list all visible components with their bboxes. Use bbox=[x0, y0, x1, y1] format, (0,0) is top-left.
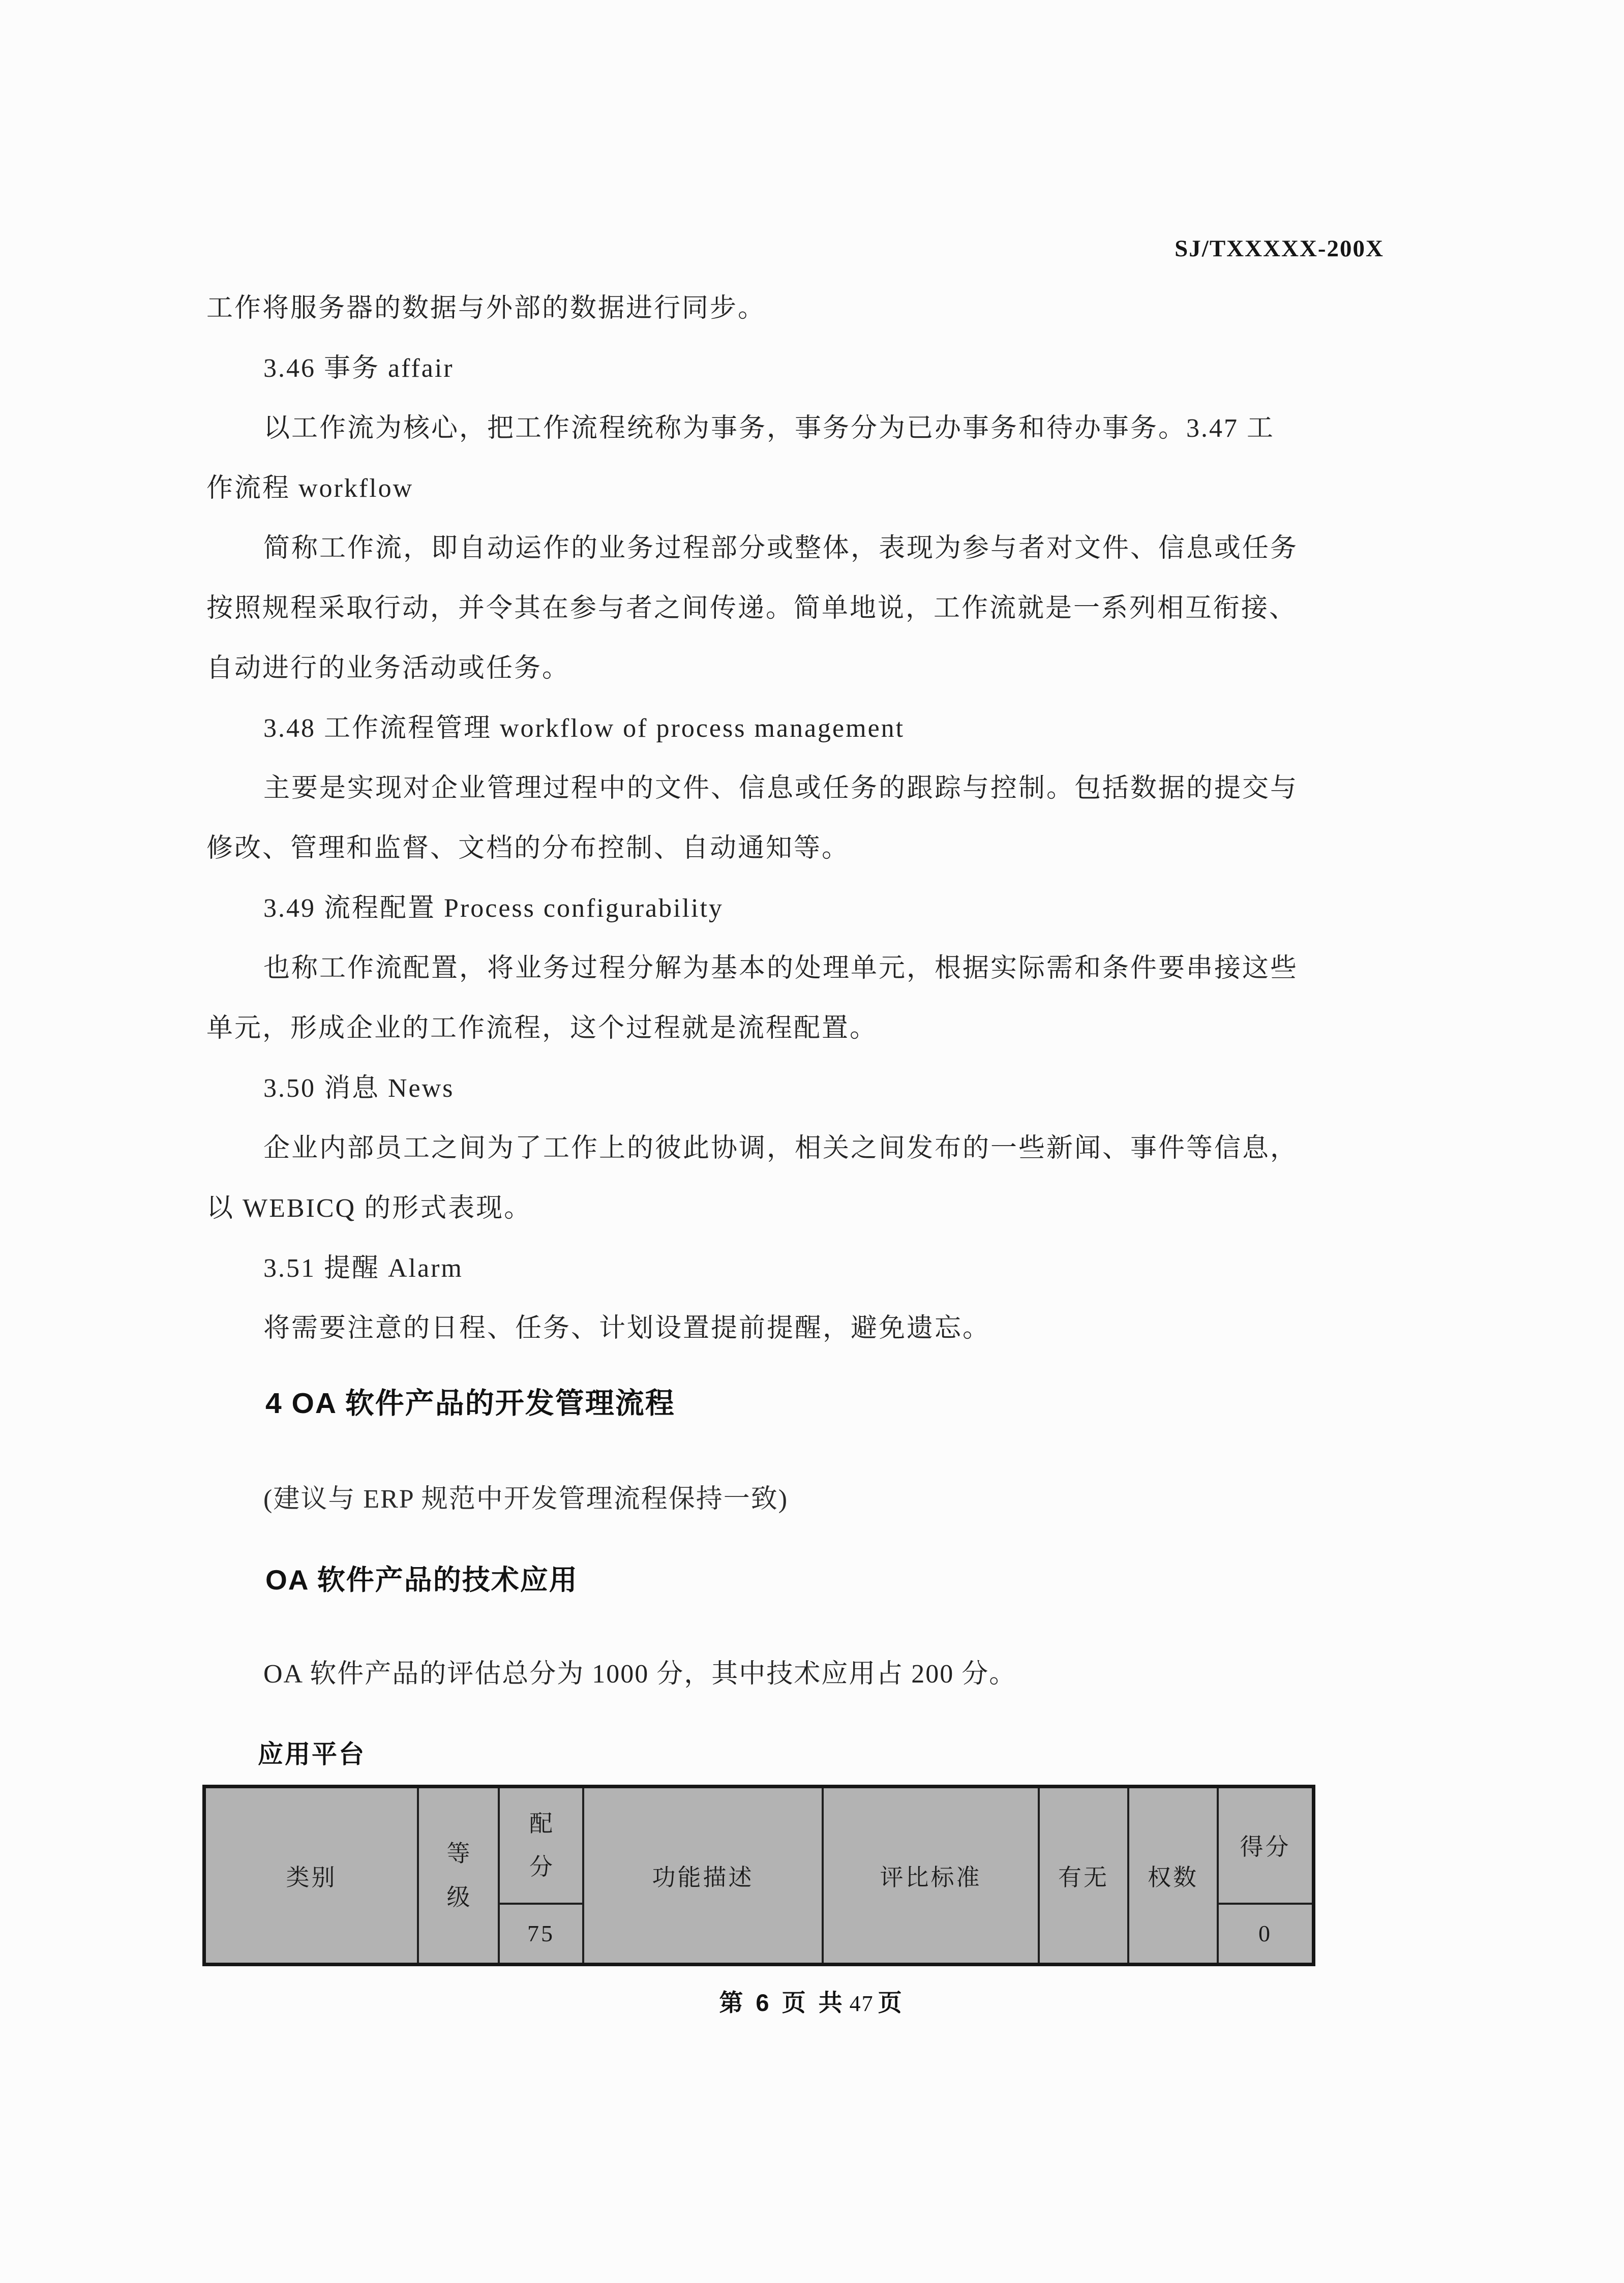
col-presence: 有无 bbox=[1039, 1787, 1128, 1965]
col-criteria: 评比标准 bbox=[823, 1787, 1039, 1965]
col-level-label: 等级 bbox=[446, 1841, 470, 1910]
body-line: 也称工作流配置，将业务过程分解为基本的处理单元，根据实际需和条件要串接这些 bbox=[263, 954, 1299, 983]
body-line: 主要是实现对企业管理过程中的文件、信息或任务的跟踪与控制。包括数据的提交与 bbox=[263, 774, 1299, 803]
col-category: 类别 bbox=[204, 1787, 418, 1965]
body-line: 3.46 事务 affair bbox=[263, 354, 454, 383]
body-line: 自动进行的业务活动或任务。 bbox=[206, 654, 570, 683]
body-line: 作流程 workflow bbox=[206, 474, 414, 503]
body-line: 以 WEBICQ 的形式表现。 bbox=[206, 1194, 532, 1223]
doc-number: SJ/TXXXXX-200X bbox=[1175, 235, 1384, 262]
table-header-row bbox=[204, 1787, 1314, 1904]
body-line: 3.48 工作流程管理 workflow of process management bbox=[263, 714, 905, 743]
score-table bbox=[202, 1785, 1315, 1966]
allocation-value-cell: 75 bbox=[499, 1904, 583, 1965]
body-line: 3.49 流程配置 Process configurability bbox=[263, 894, 724, 923]
body-line: 修改、管理和监督、文档的分布控制、自动通知等。 bbox=[206, 834, 850, 863]
body-line: 以工作流为核心，把工作流程统称为事务，事务分为已办事务和待办事务。3.47 工 bbox=[263, 414, 1275, 443]
footer-page-label: 第 6 页 共 bbox=[719, 1989, 846, 2016]
body-line: 3.51 提醒 Alarm bbox=[263, 1254, 463, 1283]
page-footer bbox=[0, 1984, 1624, 2018]
col-level bbox=[418, 1787, 499, 1965]
evaluation-total-line: OA 软件产品的评估总分为 1000 分，其中技术应用占 200 分。 bbox=[263, 1660, 1017, 1689]
col-allocation bbox=[499, 1787, 583, 1904]
col-weight: 权数 bbox=[1128, 1787, 1218, 1965]
document-content bbox=[206, 279, 1394, 1966]
col-score: 得分 bbox=[1218, 1787, 1314, 1904]
section-heading-application-platform: 应用平台 bbox=[258, 1740, 366, 1768]
footer-total-pages: 47 bbox=[849, 1991, 874, 2016]
body-line: 单元，形成企业的工作流程，这个过程就是流程配置。 bbox=[206, 1014, 878, 1043]
footer-unit: 页 bbox=[878, 1989, 905, 2016]
section-heading-tech-application: OA 软件产品的技术应用 bbox=[265, 1564, 578, 1596]
body-line: 按照规程采取行动，并令其在参与者之间传递。简单地说，工作流就是一系列相互衔接、 bbox=[206, 594, 1298, 623]
section-heading-dev-process: 4 OA 软件产品的开发管理流程 bbox=[265, 1387, 675, 1420]
body-line: 简称工作流，即自动运作的业务过程部分或整体，表现为参与者对文件、信息或任务 bbox=[263, 534, 1299, 563]
erp-note-line: (建议与 ERP 规范中开发管理流程保持一致) bbox=[263, 1485, 789, 1514]
col-allocation-label: 配分 bbox=[529, 1811, 553, 1880]
body-line: 将需要注意的日程、任务、计划设置提前提醒，避免遗忘。 bbox=[263, 1314, 991, 1343]
col-function-desc: 功能描述 bbox=[583, 1787, 823, 1965]
score-value-cell: 0 bbox=[1218, 1904, 1314, 1965]
body-line: 工作将服务器的数据与外部的数据进行同步。 bbox=[206, 294, 766, 323]
body-line: 3.50 消息 News bbox=[263, 1074, 455, 1103]
body-line: 企业内部员工之间为了工作上的彼此协调，相关之间发布的一些新闻、事件等信息， bbox=[263, 1134, 1299, 1163]
